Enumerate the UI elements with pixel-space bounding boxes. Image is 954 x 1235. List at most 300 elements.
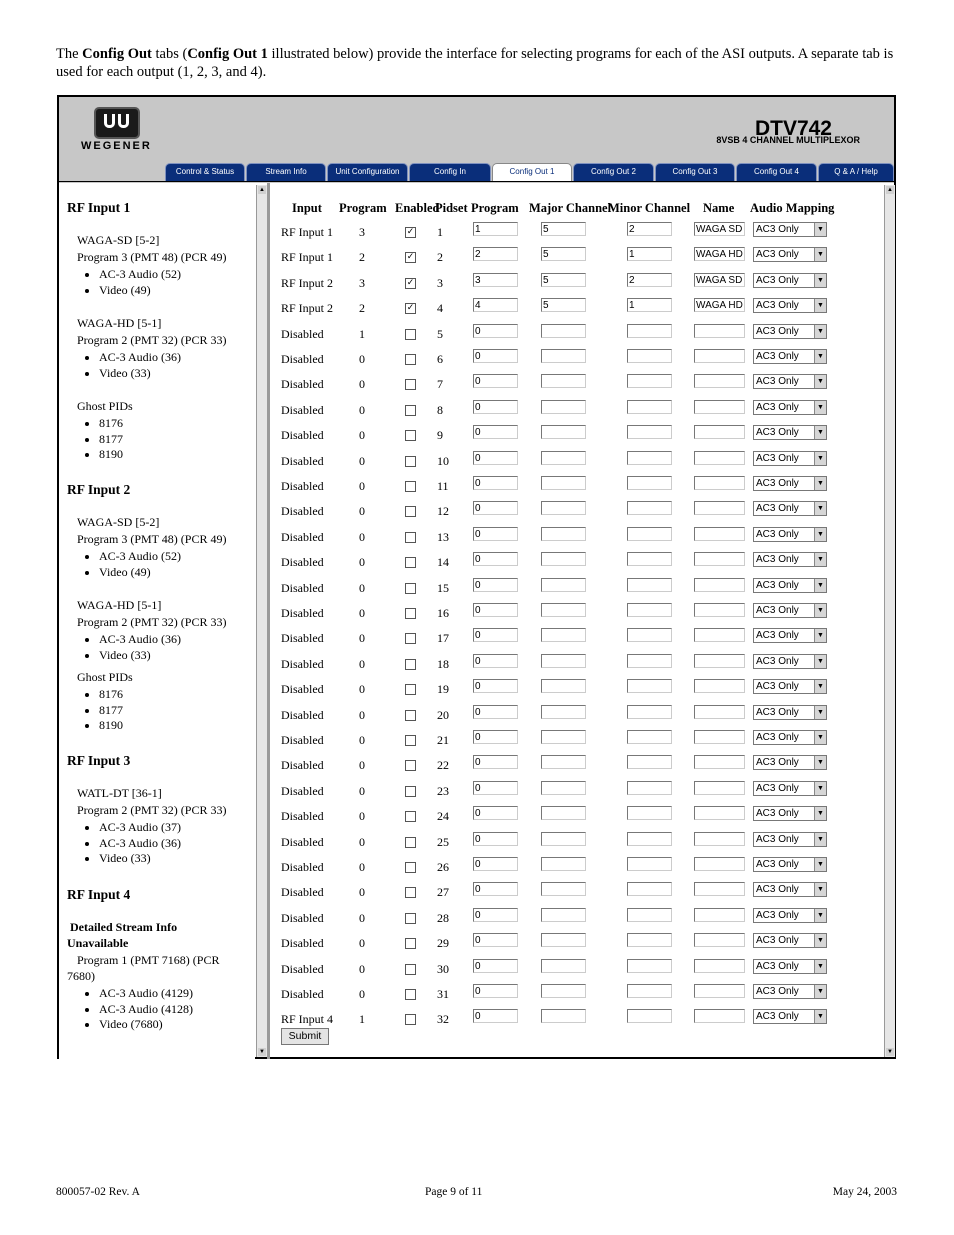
list-item: • Video (33) [99, 648, 181, 664]
name-input[interactable] [694, 324, 745, 338]
major-channel-input[interactable] [541, 933, 586, 947]
program-input[interactable]: 0 [473, 730, 518, 744]
audio-mapping-select[interactable] [753, 984, 827, 999]
list-item: • AC-3 Audio (36) [99, 836, 181, 852]
enabled-checkbox[interactable] [405, 811, 416, 822]
minor-channel-input[interactable] [627, 603, 672, 617]
minor-channel-input[interactable] [627, 908, 672, 922]
col-program-header: Program [339, 201, 387, 215]
dropdown-arrow-icon[interactable]: ▼ [814, 909, 826, 922]
audio-mapping-select[interactable] [753, 324, 827, 339]
minor-channel-input[interactable] [627, 349, 672, 363]
name-input[interactable] [694, 1009, 745, 1023]
left-scrollbar[interactable] [256, 185, 267, 1057]
rf4-info-line-1: Detailed Stream Info [70, 920, 178, 934]
audio-mapping-select[interactable] [753, 552, 827, 567]
audio-mapping-value: AC3 Only [756, 300, 799, 312]
minor-channel-input[interactable] [627, 882, 672, 896]
major-channel-input[interactable] [541, 552, 586, 566]
major-channel-input[interactable] [541, 349, 586, 363]
major-channel-input[interactable] [541, 781, 586, 795]
input-cell: Disabled [281, 860, 324, 874]
major-channel-input[interactable] [541, 882, 586, 896]
minor-channel-input[interactable] [627, 552, 672, 566]
input-cell: Disabled [281, 529, 324, 544]
audio-mapping-select[interactable] [753, 959, 827, 974]
product-subtitle: 8VSB 4 CHANNEL MULTIPLEXOR [716, 135, 860, 145]
enabled-checkbox[interactable] [405, 837, 416, 848]
program-input[interactable]: 0 [473, 705, 518, 719]
dropdown-arrow-icon[interactable]: ▼ [814, 502, 826, 515]
audio-mapping-select[interactable] [753, 832, 827, 847]
list-item: • AC-3 Audio (36) [99, 632, 181, 648]
dropdown-arrow-icon[interactable]: ▼ [814, 756, 826, 769]
minor-channel-input[interactable] [627, 730, 672, 744]
major-channel-input[interactable] [541, 501, 586, 515]
input-cell: Disabled [281, 453, 324, 468]
minor-channel-input[interactable] [627, 755, 672, 769]
input-cell: Disabled [281, 961, 324, 976]
major-channel-input[interactable] [541, 476, 586, 490]
major-channel-input[interactable] [541, 527, 586, 541]
audio-mapping-select[interactable] [753, 527, 827, 542]
audio-mapping-value: AC3 Only [756, 579, 799, 591]
program-input[interactable]: 0 [473, 349, 518, 363]
app-header [59, 97, 894, 183]
audio-mapping-select[interactable] [753, 857, 827, 872]
audio-mapping-value: AC3 Only [756, 808, 799, 820]
audio-mapping-select[interactable] [753, 451, 827, 466]
name-input[interactable] [694, 857, 745, 871]
program-input[interactable]: 0 [473, 806, 518, 820]
enabled-checkbox[interactable]: ✓ [406, 303, 415, 314]
audio-mapping-select[interactable] [753, 400, 827, 415]
enabled-checkbox[interactable] [405, 862, 416, 873]
enabled-checkbox[interactable] [405, 760, 416, 771]
major-channel-input[interactable] [541, 806, 586, 820]
major-channel-input[interactable] [541, 324, 586, 338]
minor-channel-input[interactable] [627, 679, 672, 693]
enabled-checkbox[interactable] [405, 354, 416, 365]
name-input[interactable] [694, 374, 745, 388]
scroll-down-arrow-icon[interactable]: ▼ [259, 1049, 265, 1055]
enabled-checkbox[interactable] [405, 481, 416, 492]
input-cell: Disabled [281, 555, 324, 570]
pidset-cell: 21 [437, 733, 449, 747]
audio-mapping-select[interactable] [753, 882, 827, 897]
program-cell: 0 [359, 783, 365, 798]
program-input[interactable]: 0 [473, 933, 518, 947]
program-cell: 2 [359, 301, 365, 316]
program-cell: 0 [359, 479, 365, 493]
enabled-checkbox[interactable] [405, 1014, 416, 1025]
input-cell: Disabled [281, 326, 324, 341]
tab-stream-info[interactable]: Stream Info [246, 163, 326, 181]
tab-q-a-help[interactable]: Q & A / Help [818, 163, 894, 181]
name-input[interactable] [694, 603, 745, 617]
audio-mapping-select[interactable] [753, 705, 827, 720]
enabled-checkbox[interactable] [405, 964, 416, 975]
pidset-cell: 4 [437, 301, 443, 316]
minor-channel-input[interactable] [627, 400, 672, 414]
program-input[interactable]: 0 [473, 755, 518, 769]
enabled-checkbox[interactable] [405, 506, 416, 517]
program-cell: 0 [359, 707, 365, 722]
major-channel-input[interactable] [541, 628, 586, 642]
major-channel-input[interactable] [541, 451, 586, 465]
program-cell: 0 [359, 733, 365, 747]
minor-channel-input[interactable] [627, 933, 672, 947]
minor-channel-input[interactable] [627, 578, 672, 592]
pidset-cell: 27 [437, 885, 449, 900]
rf1-hd-program: Program 2 (PMT 32) (PCR 33) [77, 333, 227, 347]
dropdown-arrow-icon[interactable]: ▼ [814, 629, 826, 642]
name-input[interactable] [694, 705, 745, 719]
name-input[interactable] [694, 476, 745, 490]
enabled-checkbox[interactable] [405, 456, 416, 467]
dropdown-arrow-icon[interactable]: ▼ [814, 960, 826, 973]
tab-unit-configuration[interactable]: Unit Configuration [327, 163, 408, 181]
list-item: • AC-3 Audio (36) [99, 350, 181, 366]
major-channel-input[interactable] [541, 1009, 586, 1023]
audio-mapping-select[interactable] [753, 298, 827, 313]
footer-date: May 24, 2003 [832, 1186, 897, 1198]
dropdown-arrow-icon[interactable]: ▼ [814, 528, 826, 541]
enabled-checkbox[interactable]: ✓ [406, 252, 415, 263]
minor-channel-input[interactable]: 2 [627, 273, 672, 287]
program-input[interactable]: 1 [473, 222, 518, 236]
program-input[interactable]: 0 [473, 425, 518, 439]
audio-mapping-select[interactable] [753, 603, 827, 618]
name-input[interactable] [694, 552, 745, 566]
program-input[interactable]: 4 [473, 298, 518, 312]
major-channel-input[interactable] [541, 578, 586, 592]
name-input[interactable] [694, 527, 745, 541]
tab-control-status[interactable]: Control & Status [165, 163, 245, 181]
pidset-cell: 30 [437, 961, 449, 976]
name-input[interactable] [694, 501, 745, 515]
name-input[interactable]: WAGA HD [694, 247, 745, 261]
enabled-checkbox[interactable] [405, 532, 416, 543]
enabled-checkbox[interactable]: ✓ [406, 227, 415, 237]
list-item: • AC-3 Audio (4128) [99, 1002, 193, 1018]
name-input[interactable] [694, 578, 745, 592]
enabled-checkbox[interactable] [405, 557, 416, 568]
name-input[interactable] [694, 400, 745, 414]
major-channel-input[interactable] [541, 959, 586, 973]
audio-mapping-select[interactable] [753, 247, 827, 262]
rf1-sd-list [67, 267, 181, 298]
audio-mapping-select[interactable] [753, 908, 827, 923]
major-channel-input[interactable] [541, 654, 586, 668]
major-channel-input[interactable] [541, 374, 586, 388]
tab-config-out-1[interactable]: Config Out 1 [492, 163, 572, 181]
program-input[interactable]: 2 [473, 247, 518, 261]
program-input[interactable]: 0 [473, 984, 518, 998]
name-input[interactable] [694, 628, 745, 642]
audio-mapping-select[interactable] [753, 933, 827, 948]
audio-mapping-select[interactable] [753, 755, 827, 770]
enabled-checkbox[interactable] [405, 329, 416, 340]
name-input[interactable] [694, 832, 745, 846]
rf2-ghost-pids: Ghost PIDs [77, 670, 133, 684]
major-channel-input[interactable] [541, 755, 586, 769]
audio-mapping-select[interactable] [753, 578, 827, 593]
rf1-ghost-list [67, 416, 123, 463]
program-input[interactable]: 0 [473, 527, 518, 541]
dropdown-arrow-icon[interactable]: ▼ [814, 807, 826, 820]
minor-channel-input[interactable] [627, 501, 672, 515]
audio-mapping-select[interactable] [753, 628, 827, 643]
program-input[interactable]: 0 [473, 679, 518, 693]
major-channel-input[interactable] [541, 679, 586, 693]
name-input[interactable] [694, 349, 745, 363]
audio-mapping-select[interactable] [753, 273, 827, 288]
audio-mapping-select[interactable] [753, 1009, 827, 1024]
col-major-channel-header: Major Channel [529, 201, 612, 215]
dropdown-arrow-icon[interactable]: ▼ [814, 782, 826, 795]
minor-channel-input[interactable] [627, 984, 672, 998]
name-input[interactable] [694, 755, 745, 769]
major-channel-input[interactable] [541, 857, 586, 871]
tab-config-out-4[interactable]: Config Out 4 [736, 163, 817, 181]
dropdown-arrow-icon[interactable]: ▼ [814, 223, 826, 236]
scroll-up-arrow-icon[interactable]: ▲ [259, 187, 265, 193]
audio-mapping-value: AC3 Only [756, 325, 799, 337]
audio-mapping-value: AC3 Only [756, 757, 799, 769]
minor-channel-input[interactable] [627, 654, 672, 668]
audio-mapping-select[interactable] [753, 679, 827, 694]
rf2-sd-list [67, 549, 181, 580]
name-input[interactable] [694, 654, 745, 668]
submit-button[interactable]: Submit [281, 1028, 329, 1045]
dropdown-arrow-icon[interactable]: ▼ [814, 350, 826, 363]
name-input[interactable]: WAGA SD [694, 222, 745, 236]
name-input[interactable] [694, 959, 745, 973]
major-channel-input[interactable]: 5 [541, 273, 586, 287]
dropdown-arrow-icon[interactable]: ▼ [814, 401, 826, 414]
tab-config-out-3[interactable]: Config Out 3 [655, 163, 735, 181]
rf4-program-line-2: 7680) [67, 969, 95, 983]
tab-config-in[interactable]: Config In [409, 163, 491, 181]
audio-mapping-select[interactable] [753, 501, 827, 516]
dropdown-arrow-icon[interactable]: ▼ [814, 680, 826, 693]
scroll-down-arrow-icon[interactable]: ▼ [887, 1049, 893, 1055]
audio-mapping-select[interactable] [753, 374, 827, 389]
dropdown-arrow-icon[interactable]: ▼ [814, 375, 826, 388]
major-channel-input[interactable] [541, 908, 586, 922]
audio-mapping-select[interactable] [753, 222, 827, 237]
major-channel-input[interactable] [541, 730, 586, 744]
enabled-checkbox[interactable] [405, 786, 416, 797]
minor-channel-input[interactable]: 1 [627, 298, 672, 312]
dropdown-arrow-icon[interactable]: ▼ [814, 248, 826, 261]
audio-mapping-select[interactable] [753, 349, 827, 364]
minor-channel-input[interactable] [627, 628, 672, 642]
program-input[interactable]: 0 [473, 654, 518, 668]
major-channel-input[interactable]: 5 [541, 298, 586, 312]
enabled-checkbox[interactable] [405, 938, 416, 949]
enabled-checkbox[interactable] [405, 379, 416, 390]
minor-channel-input[interactable] [627, 959, 672, 973]
program-input[interactable]: 3 [473, 273, 518, 287]
name-input[interactable] [694, 882, 745, 896]
dropdown-arrow-icon[interactable]: ▼ [814, 985, 826, 998]
audio-mapping-select[interactable] [753, 806, 827, 821]
scroll-up-arrow-icon[interactable]: ▲ [887, 187, 893, 193]
program-input[interactable]: 0 [473, 1009, 518, 1023]
program-input[interactable]: 0 [473, 552, 518, 566]
program-cell: 0 [359, 402, 365, 417]
list-item: • Video (49) [99, 283, 181, 299]
pidset-cell: 25 [437, 834, 449, 849]
major-channel-input[interactable] [541, 603, 586, 617]
dropdown-arrow-icon[interactable]: ▼ [814, 299, 826, 312]
program-input[interactable]: 0 [473, 882, 518, 896]
name-input[interactable] [694, 908, 745, 922]
list-item: • AC-3 Audio (4129) [99, 986, 193, 1002]
program-input[interactable]: 0 [473, 501, 518, 515]
minor-channel-input[interactable] [627, 857, 672, 871]
name-input[interactable] [694, 806, 745, 820]
program-input[interactable]: 0 [473, 857, 518, 871]
major-channel-input[interactable]: 5 [541, 222, 586, 236]
dropdown-arrow-icon[interactable]: ▼ [814, 604, 826, 617]
pane-divider[interactable] [267, 183, 270, 1059]
audio-mapping-select[interactable] [753, 730, 827, 745]
input-cell: Disabled [281, 402, 324, 417]
dropdown-arrow-icon[interactable]: ▼ [814, 833, 826, 846]
enabled-checkbox[interactable] [405, 430, 416, 441]
name-input[interactable] [694, 781, 745, 795]
audio-mapping-select[interactable] [753, 654, 827, 669]
audio-mapping-select[interactable] [753, 425, 827, 440]
enabled-checkbox[interactable] [405, 913, 416, 924]
product-name: DTV742 [754, 117, 832, 140]
name-input[interactable] [694, 933, 745, 947]
major-channel-input[interactable] [541, 425, 586, 439]
program-input[interactable]: 0 [473, 781, 518, 795]
minor-channel-input[interactable] [627, 425, 672, 439]
name-input[interactable] [694, 451, 745, 465]
tab-config-out-2[interactable]: Config Out 2 [573, 163, 654, 181]
dropdown-arrow-icon[interactable]: ▼ [814, 477, 826, 490]
dropdown-arrow-icon[interactable]: ▼ [814, 452, 826, 465]
minor-channel-input[interactable] [627, 1009, 672, 1023]
major-channel-input[interactable] [541, 832, 586, 846]
program-cell: 0 [359, 656, 365, 671]
rf3-list [67, 820, 181, 867]
enabled-checkbox[interactable] [405, 608, 416, 619]
rf2-ghost-list [67, 687, 123, 734]
minor-channel-input[interactable] [627, 781, 672, 795]
program-input[interactable]: 0 [473, 578, 518, 592]
audio-mapping-value: AC3 Only [756, 274, 799, 286]
major-channel-input[interactable] [541, 984, 586, 998]
input-cell: Disabled [281, 656, 324, 671]
program-input[interactable]: 0 [473, 603, 518, 617]
brand-name: WEGENER [81, 140, 152, 152]
minor-channel-input[interactable] [627, 806, 672, 820]
dropdown-arrow-icon[interactable]: ▼ [814, 1010, 826, 1023]
dropdown-arrow-icon[interactable]: ▼ [814, 426, 826, 439]
dropdown-arrow-icon[interactable]: ▼ [814, 934, 826, 947]
name-input[interactable]: WAGA SD [694, 273, 745, 287]
program-input[interactable]: 0 [473, 628, 518, 642]
minor-channel-input[interactable] [627, 374, 672, 388]
program-input[interactable]: 0 [473, 959, 518, 973]
col-audio-mapping-header: Audio Mapping [750, 201, 835, 215]
name-input[interactable] [694, 984, 745, 998]
dropdown-arrow-icon[interactable]: ▼ [814, 579, 826, 592]
enabled-checkbox[interactable]: ✓ [406, 277, 415, 288]
program-input[interactable]: 0 [473, 324, 518, 338]
enabled-checkbox[interactable] [405, 887, 416, 898]
minor-channel-input[interactable] [627, 324, 672, 338]
dropdown-arrow-icon[interactable]: ▼ [814, 706, 826, 719]
program-input[interactable]: 0 [473, 832, 518, 846]
program-input[interactable]: 0 [473, 374, 518, 388]
minor-channel-input[interactable] [627, 476, 672, 490]
major-channel-input[interactable]: 5 [541, 247, 586, 261]
list-item: • 8176 [99, 416, 123, 432]
program-cell: 0 [359, 834, 365, 849]
enabled-checkbox[interactable] [405, 735, 416, 746]
dropdown-arrow-icon[interactable]: ▼ [814, 858, 826, 871]
program-input[interactable]: 0 [473, 451, 518, 465]
intro-text-2: tabs ( [151, 46, 188, 62]
right-scrollbar[interactable] [884, 185, 895, 1057]
rf1-ghost-pids: Ghost PIDs [77, 399, 133, 413]
minor-channel-input[interactable] [627, 832, 672, 846]
minor-channel-input[interactable]: 2 [627, 222, 672, 236]
minor-channel-input[interactable] [627, 451, 672, 465]
program-input[interactable]: 0 [473, 908, 518, 922]
enabled-checkbox[interactable] [405, 633, 416, 644]
minor-channel-input[interactable] [627, 705, 672, 719]
dropdown-arrow-icon[interactable]: ▼ [814, 274, 826, 287]
name-input[interactable]: WAGA HD [694, 298, 745, 312]
program-input[interactable]: 0 [473, 476, 518, 490]
enabled-checkbox[interactable] [405, 659, 416, 670]
enabled-checkbox[interactable] [405, 989, 416, 1000]
enabled-checkbox[interactable] [405, 405, 416, 416]
dropdown-arrow-icon[interactable]: ▼ [814, 325, 826, 338]
dropdown-arrow-icon[interactable]: ▼ [814, 731, 826, 744]
major-channel-input[interactable] [541, 705, 586, 719]
enabled-checkbox[interactable] [405, 583, 416, 594]
audio-mapping-select[interactable] [753, 781, 827, 796]
minor-channel-input[interactable] [627, 527, 672, 541]
input-cell: Disabled [281, 733, 324, 747]
enabled-checkbox[interactable] [405, 710, 416, 721]
name-input[interactable] [694, 679, 745, 693]
dropdown-arrow-icon[interactable]: ▼ [814, 553, 826, 566]
minor-channel-input[interactable]: 1 [627, 247, 672, 261]
pidset-cell: 31 [437, 987, 449, 1001]
pidset-cell: 5 [437, 326, 443, 341]
list-item: • 8190 [99, 447, 123, 463]
name-input[interactable] [694, 425, 745, 439]
audio-mapping-select[interactable] [753, 476, 827, 491]
name-input[interactable] [694, 730, 745, 744]
major-channel-input[interactable] [541, 400, 586, 414]
enabled-checkbox[interactable] [405, 684, 416, 695]
dropdown-arrow-icon[interactable]: ▼ [814, 883, 826, 896]
dropdown-arrow-icon[interactable]: ▼ [814, 655, 826, 668]
program-input[interactable]: 0 [473, 400, 518, 414]
pidset-cell: 32 [437, 1012, 449, 1027]
